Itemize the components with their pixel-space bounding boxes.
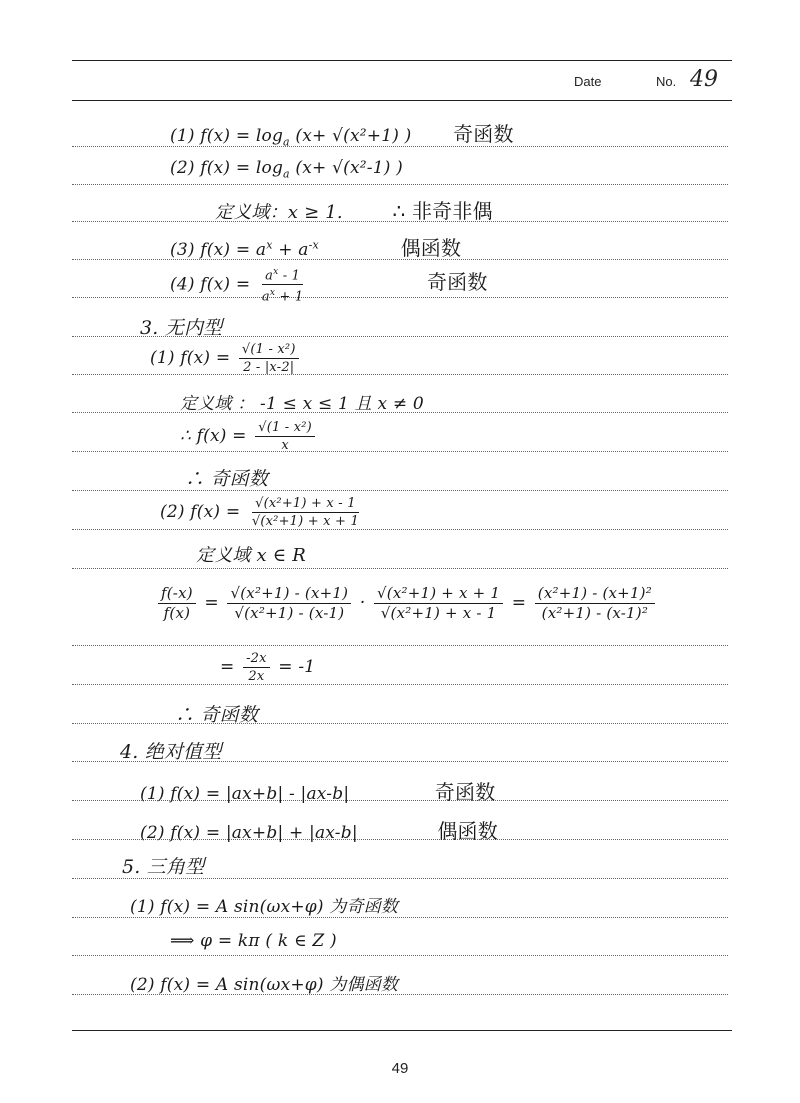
line-trig-1: (1) f(x) = A sin(ωx+φ) 为奇函数 — [130, 897, 399, 917]
ruled-line — [72, 451, 728, 452]
denominator: √(x²+1) + x + 1 — [251, 514, 359, 529]
note: 奇函数 — [434, 780, 496, 804]
numerator: -2x — [243, 651, 270, 668]
numerator: √(x²+1) + x - 1 — [252, 496, 359, 513]
fraction — [239, 342, 299, 375]
denominator: f(x) — [163, 604, 191, 622]
fraction — [249, 496, 362, 529]
fraction — [243, 651, 270, 684]
note: 奇函数 — [426, 270, 488, 295]
line-frac-7 — [160, 496, 365, 529]
line-conclusion-2: ∴ 奇函数 — [175, 704, 259, 726]
formula: (4) f(x) = — [170, 274, 251, 295]
denominator: √(x²+1) + x - 1 — [380, 604, 497, 622]
ruled-line — [72, 184, 728, 185]
ruled-line — [72, 490, 728, 491]
line-abs-1: (1) f(x) = |ax+b| - |ax-b| 奇函数 — [140, 780, 496, 804]
fraction — [535, 585, 655, 622]
denominator: 2 - |x-2| — [243, 360, 295, 375]
formula: ∴ f(x) = — [180, 426, 247, 446]
ruled-line — [72, 917, 728, 918]
formula: (1) f(x) = log — [170, 126, 284, 146]
domain-text: 定义域：x ≥ 1. — [215, 202, 343, 223]
line-trig-condition: ⟹ φ = kπ ( k ∈ Z ) — [170, 931, 337, 951]
line-simplify: = $\frac{-2x}{2x}$ = -1 — [220, 651, 316, 684]
numerator: √(x²+1) - (x+1) — [227, 585, 351, 604]
denominator: 2x — [248, 669, 265, 684]
formula-mid: + a — [278, 240, 309, 260]
formula: (2) f(x) = log — [170, 158, 284, 178]
denominator: x — [281, 438, 289, 453]
ruled-line — [72, 684, 728, 685]
fraction — [374, 585, 503, 622]
section-5-heading: 5. 三角型 — [122, 856, 205, 878]
top-rule — [72, 60, 732, 61]
ruled-line — [72, 529, 728, 530]
fraction — [255, 420, 315, 453]
line-trig-2: (2) f(x) = A sin(ωx+φ) 为偶函数 — [130, 975, 399, 995]
note: 偶函数 — [437, 819, 498, 843]
line-frac-4 — [170, 265, 488, 305]
subscript: a — [283, 135, 290, 149]
ruled-line — [72, 568, 728, 569]
bottom-rule — [72, 1030, 732, 1031]
numerator: (x²+1) - (x+1)² — [535, 585, 655, 604]
note: 奇函数 — [453, 122, 514, 146]
note: ∴ 非奇非偶 — [392, 199, 493, 223]
formula: (1) f(x) = — [150, 348, 231, 368]
numerator: √(1 - x²) — [255, 420, 315, 437]
page-number-handwritten: 49 — [690, 67, 718, 92]
subscript: a — [283, 167, 290, 181]
superscript: x — [266, 238, 273, 252]
denominator: (x²+1) - (x-1)² — [541, 604, 649, 622]
no-label: No. — [656, 74, 677, 89]
formula-arg: (x+ √(x²+1) ) — [295, 126, 412, 146]
header-rule — [72, 100, 732, 101]
formula: (3) f(x) = a — [170, 240, 267, 260]
fraction — [227, 585, 351, 622]
numerator: $a^x - 1$ — [262, 265, 303, 285]
fraction — [158, 585, 196, 622]
line-odd-log-1 — [170, 118, 514, 148]
line-domain-3: 定义域 x ∈ R — [196, 545, 306, 566]
line-frac-6 — [180, 420, 318, 453]
formula: (2) f(x) = — [160, 502, 241, 522]
formula-arg: (x+ √(x²-1) ) — [295, 158, 403, 178]
date-label: Date — [574, 74, 602, 89]
footer-page-number: 49 — [391, 1060, 409, 1077]
line-frac-5 — [150, 342, 302, 375]
ruled-line — [72, 955, 728, 956]
line-log-2 — [170, 158, 403, 180]
section-3-heading: 3. 无内型 — [140, 317, 223, 339]
numerator: f(-x) — [158, 585, 196, 604]
line-domain-2: 定义域 ： -1 ≤ x ≤ 1 且 x ≠ 0 — [180, 394, 424, 414]
denominator: $a^x + 1$ — [261, 288, 304, 305]
fraction — [259, 265, 306, 305]
superscript: -x — [308, 238, 319, 252]
note: 偶函数 — [400, 236, 462, 260]
ruled-line — [72, 645, 728, 646]
denominator: √(x²+1) - (x-1) — [234, 604, 345, 622]
line-domain-1 — [215, 195, 493, 224]
line-ratio: $\frac{f(-x)}{f(x)}$ = $\frac{\text{√(x²+1) - (x+1)}}{\text{√(x²+1) - (x-1)}}$ · $\frac{\text{√(x²+1) + x + 1}}{\text{√(x²+1) + x - 1}}$ = $\frac{\text{(x²+1) - (x+1)²}}{\text{(x²+1) - (x-1)²}}$ — [155, 585, 658, 622]
line-exp-3 — [170, 232, 461, 261]
ruled-line — [72, 723, 728, 724]
line-conclusion-1: ∴ 奇函数 — [185, 468, 269, 490]
section-4-heading: 4. 绝对值型 — [120, 741, 222, 763]
line-abs-2: (2) f(x) = |ax+b| + |ax-b| 偶函数 — [140, 819, 498, 843]
numerator: √(x²+1) + x + 1 — [374, 585, 503, 604]
numerator: √(1 - x²) — [239, 342, 299, 359]
